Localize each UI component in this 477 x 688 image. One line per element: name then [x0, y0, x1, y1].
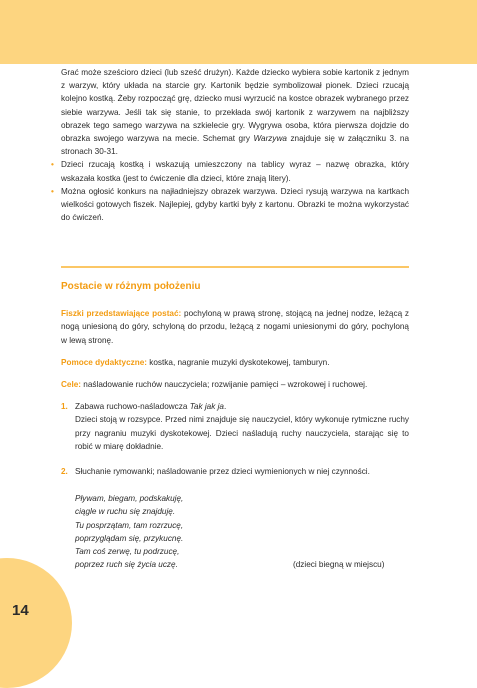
pomoce-text: kostka, nagranie muzyki dyskotekowej, tamburyn.: [147, 357, 330, 367]
fiszki-paragraph: [61, 307, 409, 347]
header-band: [0, 0, 477, 64]
intro-text: [51, 66, 409, 224]
poem-line: poprzez ruch się życia uczę.: [75, 560, 178, 570]
fiszki-label: Fiszki przedstawiające postać:: [61, 309, 182, 319]
bullet-list: [51, 158, 409, 224]
page-number-circle: [0, 558, 72, 688]
cele-label: Cele:: [61, 380, 82, 390]
bullet-text: Dzieci rzucają kostką i wskazują umieszczony na tablicy wyraz – nazwę obrazka, który wskazała kostka (jest to ćwiczenie dla dzieci, które znają litery).: [61, 160, 409, 183]
pomoce-label: Pomoce dydaktyczne:: [61, 357, 147, 367]
list-item: [51, 158, 409, 184]
poem: [75, 492, 409, 571]
section-divider: [61, 266, 409, 268]
poem-last-row: [75, 558, 409, 571]
section: [61, 280, 409, 571]
list-item: [51, 185, 409, 225]
pomoce-paragraph: [61, 356, 409, 369]
poem-line: Tu posprzątam, tam rozrzucę,: [75, 520, 184, 530]
page-number: 14: [12, 602, 29, 619]
bullet-icon: •: [51, 160, 54, 170]
section-title: Postacie w różnym położeniu: [61, 281, 201, 292]
cele-paragraph: [61, 378, 409, 391]
item-number: 1.: [61, 402, 68, 412]
numbered-item-1: [61, 400, 409, 453]
item-title: [75, 400, 409, 413]
fiszki-text: pochyloną w prawą stronę, stojącą na jednej nodze, leżącą z nogą uniesioną do góry, schyloną do przodu, leżącą z nogami uniesionymi do góry, pochyloną w lewą stronę.: [61, 309, 410, 345]
poem-line: ciągle w ruchu się znajduję.: [75, 507, 176, 517]
game-name: Warzywa: [253, 134, 287, 144]
item-title-text: Zabawa ruchowo-naśladowcza: [75, 402, 190, 412]
cele-text: naśladowanie ruchów nauczyciela; rozwijanie pamięci – wzrokowej i ruchowej.: [81, 380, 368, 390]
numbered-item-2: [61, 465, 409, 478]
poem-line: poprzyglądam się, przykucnę.: [75, 533, 184, 543]
item-body: Dzieci stoją w rozsypce. Przed nimi znajduje się nauczyciel, który wykonuje rytmiczne ruchy przy nagraniu muzyki dyskotekowej. Dzieci naśladują ruchy nauczyciela, starając się to robić w miarę dokładnie.: [75, 415, 409, 451]
game-description-text: Grać może sześcioro dzieci (lub sześć drużyn). Każde dziecko wybiera sobie kartonik z jednym z warzyw, który układa na starcie gry. Kartonik będzie symbolizował pionek. Dzieci rzucają kolejno kostką. Żeby rozpocząć grę, dziecko musi wyrzucić na kostce obrazek wybranego przez siebie warzywa. Jeśli tak się stanie, to przekłada swój kartonik z warzywem na najbliższy obrazek tego samego warzywa na szkielecie gry. Wygrywa osoba, która pierwsza dojdzie do obrazka swojego warzywa na mecie. Schemat gry: [61, 68, 409, 144]
poem-note: (dzieci biegną w miejscu): [293, 560, 385, 570]
bullet-text: Można ogłosić konkurs na najładniejszy obrazek warzywa. Dzieci rysują warzywa na kartkach wielkości gotowych fiszek. Najlepiej, gdyby kartki były z kartonu. Obrazki te można wykorzystać do ćwiczeń.: [61, 186, 409, 223]
game-description: [61, 66, 409, 158]
poem-line: Pływam, biegam, podskakuję,: [75, 494, 184, 504]
item-number: 2.: [61, 467, 68, 477]
poem-line: Tam coś zerwę, tu podrzucę,: [75, 547, 180, 557]
item-title: Słuchanie rymowanki; naśladowanie przez dzieci wymienionych w niej czynności.: [75, 467, 370, 477]
item-title-italic: Tak jak ja: [189, 402, 224, 412]
item-title-end: .: [223, 402, 227, 412]
game-description-end: znajduje się w załączniku 3. na stronach 30-31.: [61, 134, 409, 157]
bullet-icon: •: [51, 186, 54, 196]
